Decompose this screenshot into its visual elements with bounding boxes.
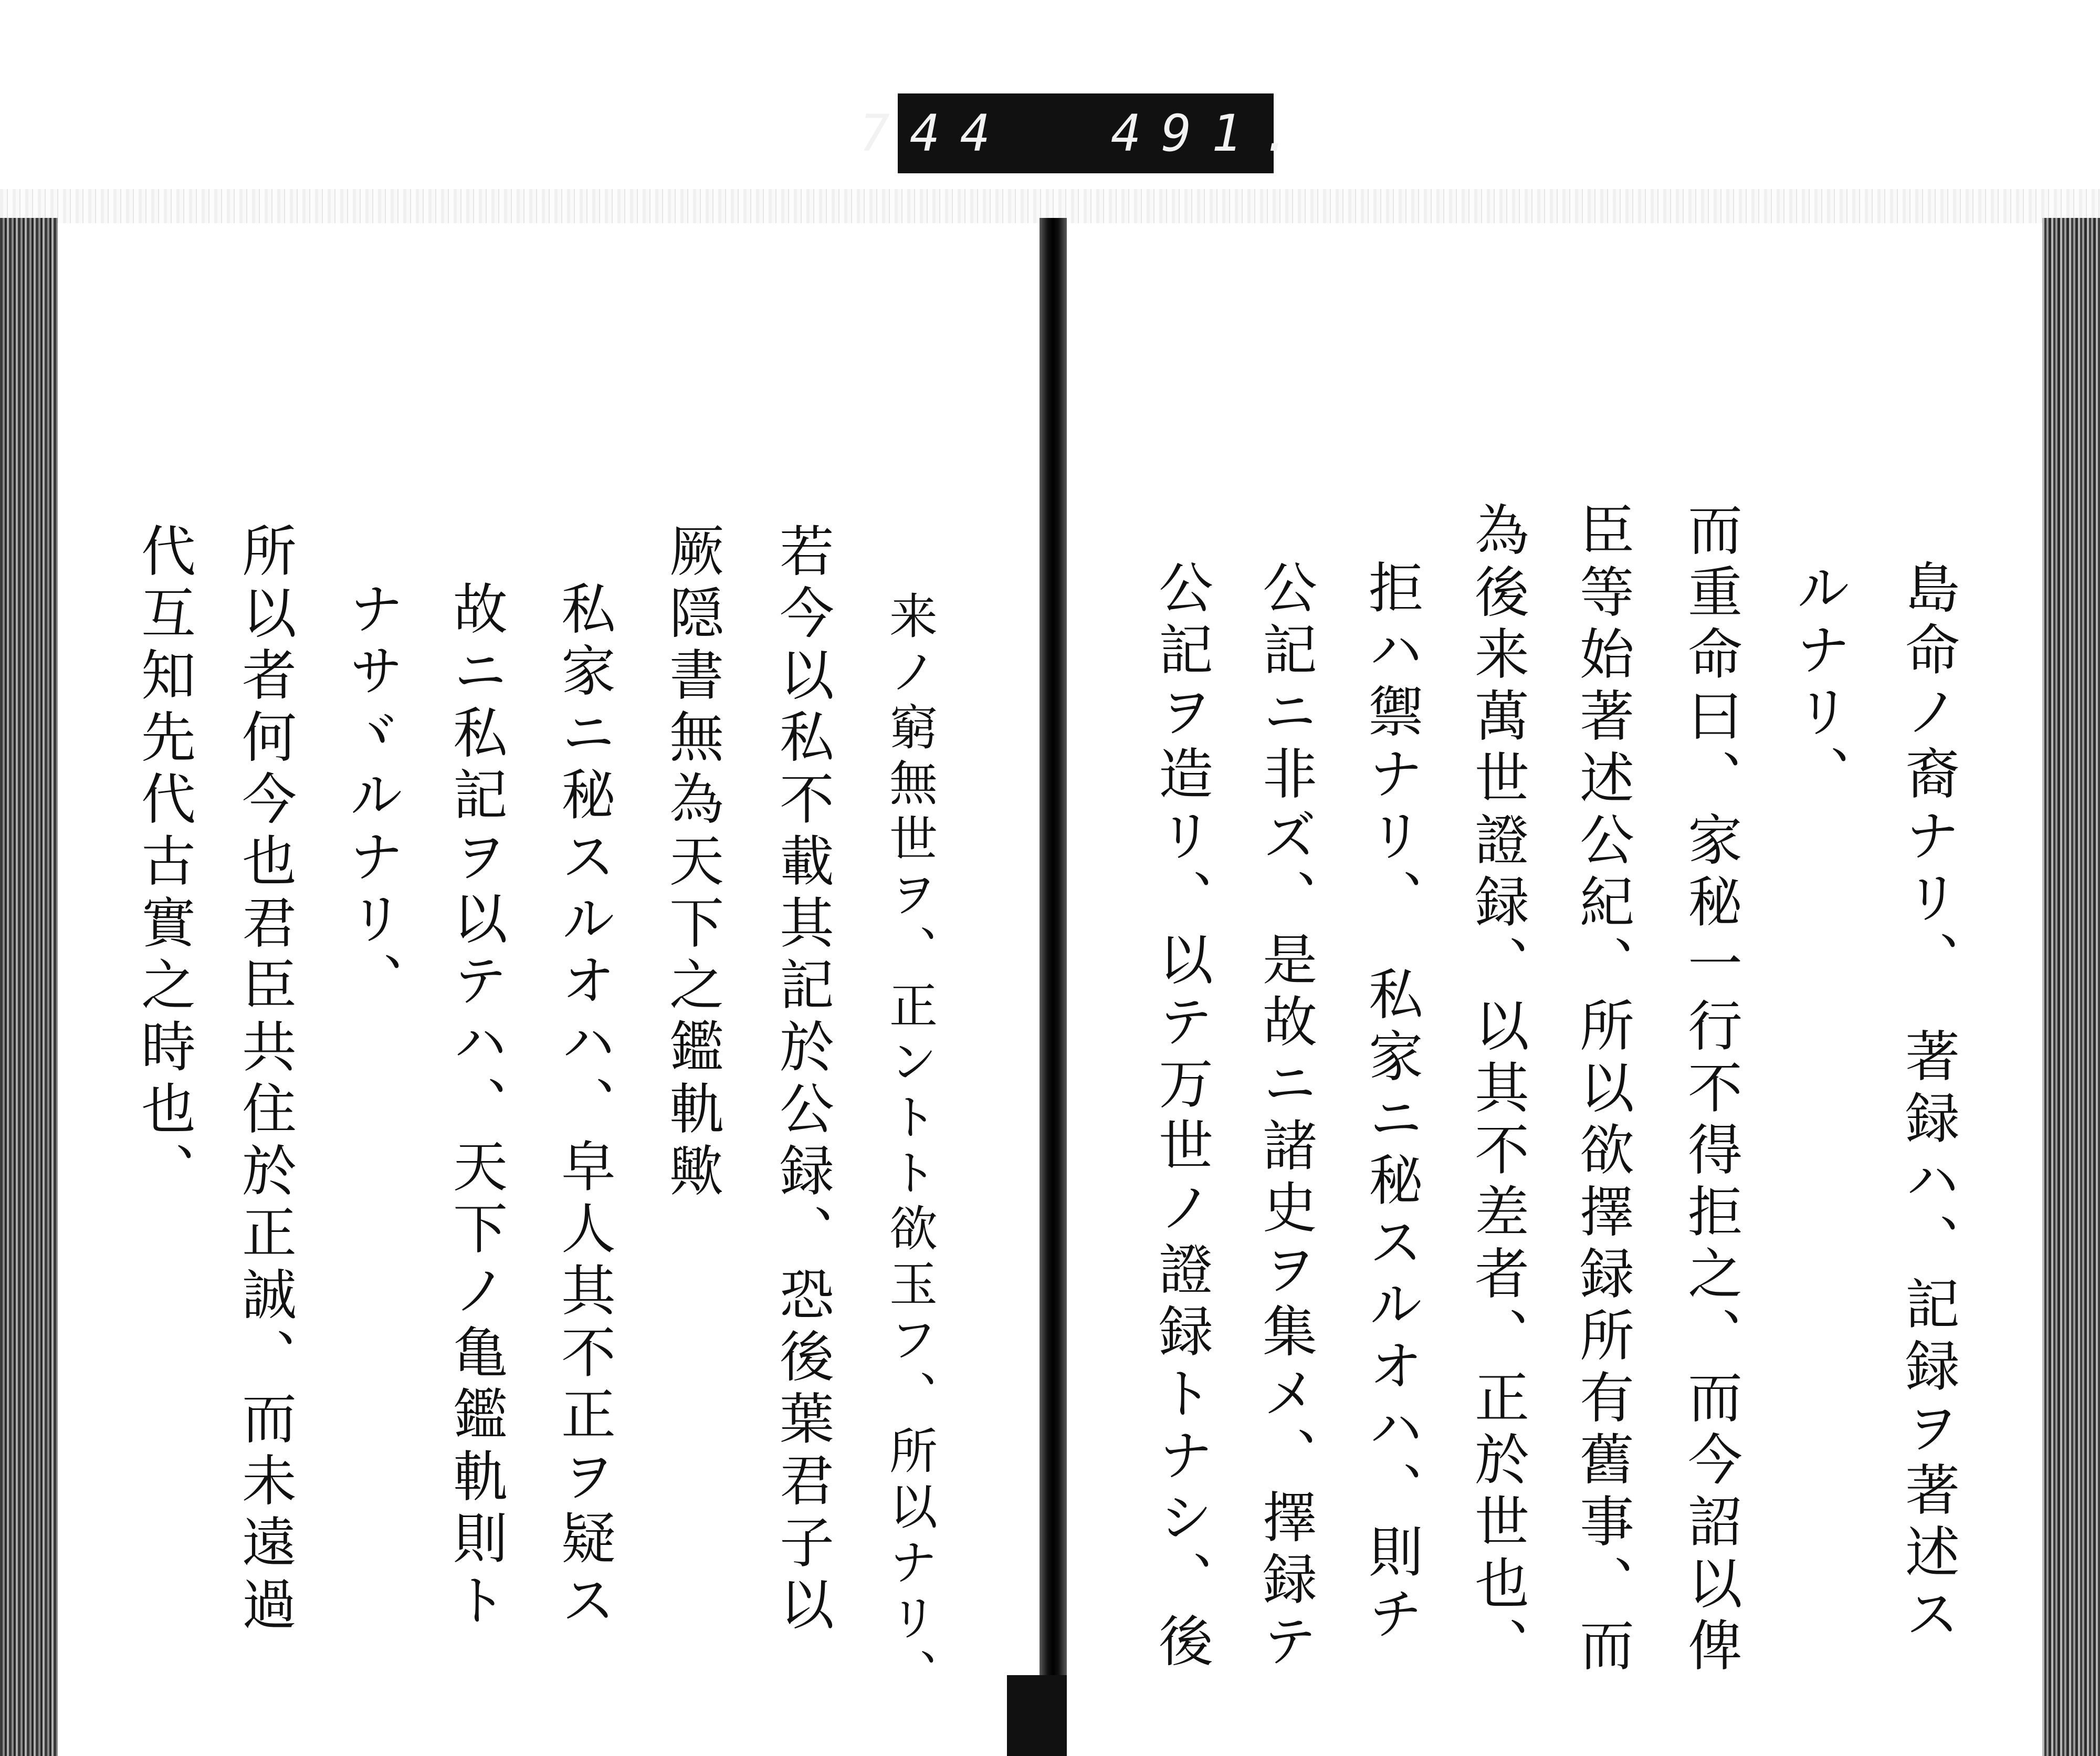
left-column-5: 故ニ私記ヲ以テハ、天下ノ亀鑑軌則ト <box>444 580 508 1634</box>
left-column-7: 所以者何今也君臣共住於正誠、而未遠過 <box>233 522 297 1638</box>
right-column-3: 而重命曰、家秘一行不得拒之、而今詔以俾 <box>1678 501 1742 1679</box>
left-column-8: 代互知先代古實之時也、 <box>132 522 196 1204</box>
page-edges-right <box>2042 218 2100 1756</box>
right-column-1: 島命ノ裔ナリ、 著録ハ、記録ヲ著述ス <box>1896 559 1960 1647</box>
right-page <box>1067 223 2042 1756</box>
left-column-4: 私家ニ秘スルオハ、皁人其不正ヲ疑ス <box>552 580 616 1634</box>
right-column-7: 公記ニ非ズ、是故ニ諸史ヲ集メ、擇録テ <box>1253 559 1317 1675</box>
left-column-6: ナサヾルナリ、 <box>340 580 404 1014</box>
book-gutter <box>1040 218 1067 1756</box>
catalog-number-text: 744 491. <box>859 104 1312 163</box>
open-book <box>0 218 2100 1756</box>
left-column-3: 厥隠書無為天下之鑑軌歟 <box>660 522 724 1204</box>
right-column-5: 為後来萬世證録、以其不差者、正於世也、 <box>1465 501 1529 1679</box>
page-edges-left <box>0 218 58 1756</box>
right-column-4: 臣等始著述公紀、所以欲擇録所有舊事、而 <box>1570 501 1634 1679</box>
right-column-8: 公記ヲ造リ、以テ万世ノ證録トナシ、後 <box>1149 559 1213 1675</box>
right-column-6: 拒ハ禦ナリ、 私家ニ秘スルオハ、則チ <box>1359 559 1423 1647</box>
left-column-1: 来ノ窮無世ヲ、正ントト欲玉フ、所以ナリ、 <box>881 591 938 1704</box>
left-page <box>58 223 1040 1756</box>
catalog-number-label <box>859 93 1312 173</box>
right-column-2: ルナリ、 <box>1787 559 1851 807</box>
left-column-2: 若今以私不載其記於公録、恐後葉君子以 <box>770 522 834 1638</box>
